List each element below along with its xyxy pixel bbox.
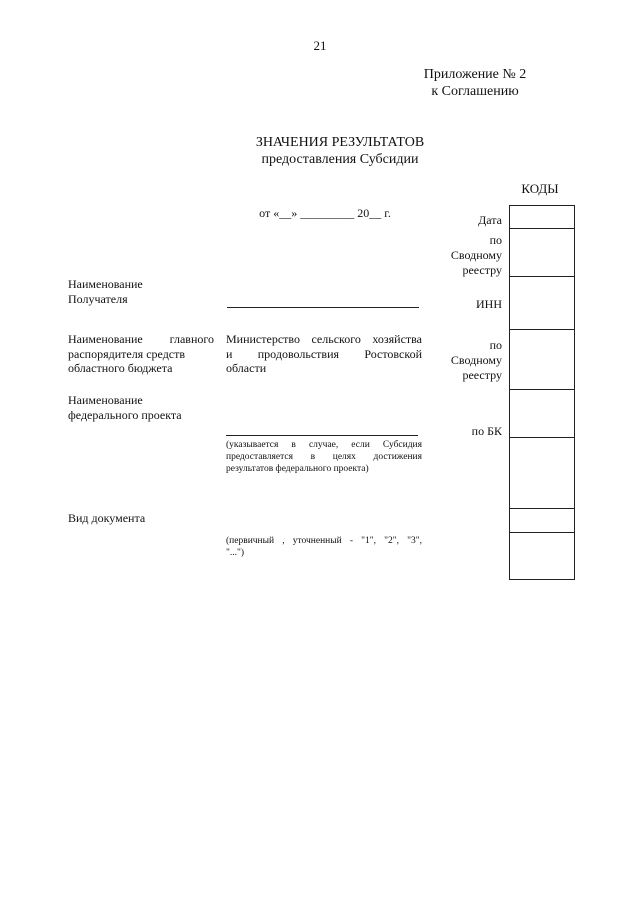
doc-type-note-line: "...") [226,548,245,558]
federal-project-note [226,439,422,475]
title-line-1: ЗНАЧЕНИЯ РЕЗУЛЬТАТОВ [255,135,425,150]
label-registry-2-line: реестру [462,368,502,382]
label-federal-project-line: Наименование [68,393,143,407]
label-federal-project-line: федерального проекта [68,407,182,422]
code-cell-registry-1[interactable] [510,229,574,277]
main-manager-value-line: области [226,361,267,375]
label-main-manager-line: Наименование главного [68,332,214,346]
label-registry-1-line: Сводному [450,248,502,262]
label-registry-1-line: по [489,233,502,247]
federal-project-input-line[interactable] [226,435,418,436]
federal-project-note-line: результатов федерального проекта) [226,464,369,474]
label-registry-1 [430,233,502,278]
label-doc-type: Вид документа [68,511,146,525]
main-manager-value-line: и продовольствия Ростовской [226,346,422,361]
label-registry-1-line: реестру [462,263,502,277]
label-main-manager-line: областного бюджета [68,361,173,375]
appendix-line-1: Приложение № 2 [423,67,527,82]
appendix-header [400,66,550,100]
document-title [150,134,530,168]
label-recipient-line: Получателя [68,291,128,306]
title-line-2: предоставления Субсидии [261,152,419,167]
code-cell-inn[interactable] [510,277,574,330]
code-cell-blank[interactable] [510,438,574,509]
main-manager-value-line: Министерство сельского хозяйства [226,332,422,346]
label-registry-2-line: по [489,338,502,352]
doc-type-note-line: (первичный , уточненный - "1", "2", "3", [226,536,422,546]
main-manager-value [226,332,422,376]
label-registry-2 [430,338,502,383]
label-registry-2-line: Сводному [450,353,502,367]
label-main-manager [68,332,214,376]
label-recipient-line: Наименование [68,277,143,291]
label-recipient [68,277,218,306]
federal-project-note-line: предоставляется в целях достижения [226,452,422,462]
label-date: Дата [478,213,502,227]
label-bk: по БК [471,424,502,438]
federal-project-note-line: (указывается в случае, если Субсидия [226,440,422,450]
codes-header: КОДЫ [521,181,559,196]
label-federal-project [68,393,218,422]
date-line: от «__» _________ 20__ г. [259,206,391,220]
code-cell-doc-type[interactable] [510,509,574,533]
page-number: 21 [313,38,327,53]
label-inn: ИНН [476,297,502,311]
code-cell-registry-2[interactable] [510,330,574,390]
codes-table [509,205,575,580]
label-main-manager-line: распорядителя средств [68,346,186,361]
doc-type-note [226,535,422,559]
code-cell-bk[interactable] [510,390,574,438]
code-cell-date[interactable] [510,206,574,229]
recipient-input-line[interactable] [227,307,419,308]
code-cell-extra[interactable] [510,533,574,580]
appendix-line-2: к Соглашению [431,84,519,99]
